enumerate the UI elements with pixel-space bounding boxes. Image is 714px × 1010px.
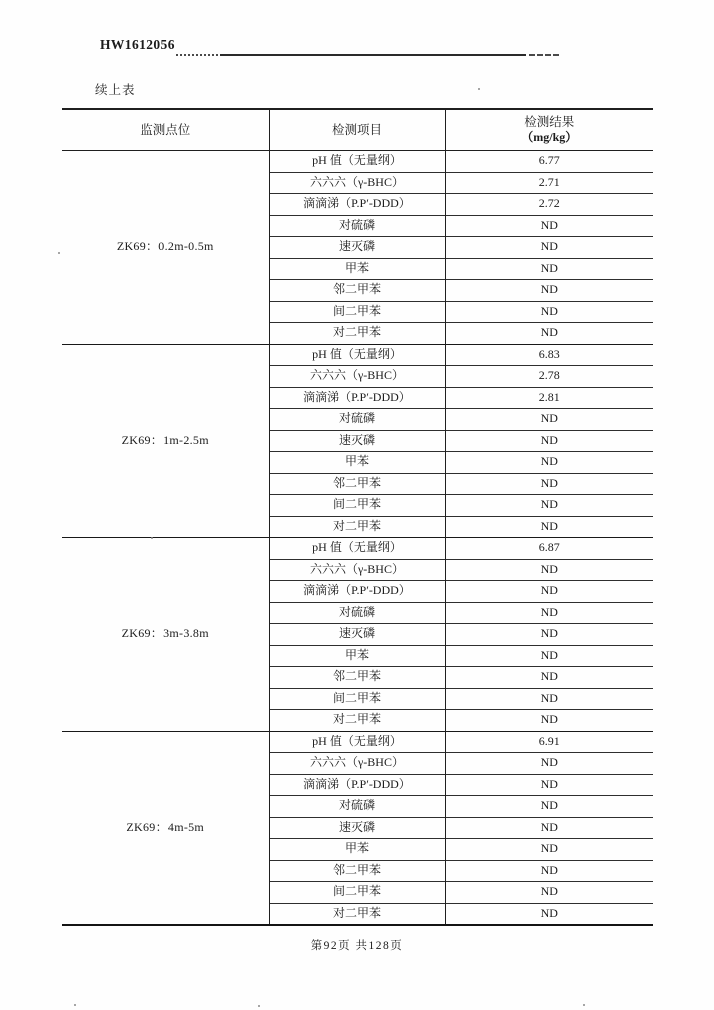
test-item-cell: 邻二甲苯 xyxy=(269,667,445,689)
scan-speck xyxy=(478,88,480,90)
scan-speck xyxy=(151,537,153,539)
test-result-cell: ND xyxy=(445,903,653,925)
test-result-cell: ND xyxy=(445,839,653,861)
test-item-cell: 对硫磷 xyxy=(269,215,445,237)
test-result-cell: 6.87 xyxy=(445,538,653,560)
test-item-cell: pH 值（无量纲） xyxy=(269,151,445,173)
monitoring-point-cell: ZK69：3m-3.8m xyxy=(62,538,269,732)
test-item-cell: 邻二甲苯 xyxy=(269,280,445,302)
test-result-cell: 6.83 xyxy=(445,344,653,366)
test-item-cell: 对硫磷 xyxy=(269,409,445,431)
test-item-cell: 六六六（γ-BHC） xyxy=(269,172,445,194)
test-result-cell: ND xyxy=(445,645,653,667)
column-header-test-item: 检测项目 xyxy=(269,109,445,151)
test-result-cell: ND xyxy=(445,280,653,302)
column-header-result-label: 检测结果 xyxy=(524,114,575,129)
test-item-cell: 间二甲苯 xyxy=(269,882,445,904)
test-result-cell: ND xyxy=(445,796,653,818)
table-row xyxy=(62,151,653,173)
test-item-cell: 甲苯 xyxy=(269,258,445,280)
test-result-cell: 6.91 xyxy=(445,731,653,753)
table-header-row xyxy=(62,109,653,151)
test-result-cell: ND xyxy=(445,301,653,323)
test-result-cell: ND xyxy=(445,516,653,538)
table-continuation-label: 续上表 xyxy=(95,83,136,97)
page-footer: 第92页 共128页 xyxy=(310,940,404,952)
test-item-cell: 速灭磷 xyxy=(269,237,445,259)
test-result-cell: 2.71 xyxy=(445,172,653,194)
doc-number: HW1612056 xyxy=(100,37,175,52)
table-row xyxy=(62,538,653,560)
test-result-cell: ND xyxy=(445,215,653,237)
test-result-cell: ND xyxy=(445,774,653,796)
test-result-cell: 2.81 xyxy=(445,387,653,409)
test-item-cell: pH 值（无量纲） xyxy=(269,344,445,366)
test-item-cell: 间二甲苯 xyxy=(269,495,445,517)
test-item-cell: 对二甲苯 xyxy=(269,903,445,925)
test-result-cell: ND xyxy=(445,237,653,259)
table-row xyxy=(62,731,653,753)
test-item-cell: pH 值（无量纲） xyxy=(269,538,445,560)
test-item-cell: 甲苯 xyxy=(269,452,445,474)
test-item-cell: 邻二甲苯 xyxy=(269,473,445,495)
test-result-cell: ND xyxy=(445,473,653,495)
test-item-cell: 滴滴涕（P.P′-DDD） xyxy=(269,387,445,409)
test-item-cell: 滴滴涕（P.P′-DDD） xyxy=(269,581,445,603)
test-result-cell: ND xyxy=(445,753,653,775)
test-item-cell: 对硫磷 xyxy=(269,602,445,624)
test-item-cell: 速灭磷 xyxy=(269,430,445,452)
test-result-cell: 6.77 xyxy=(538,153,560,168)
test-item-cell: 对二甲苯 xyxy=(269,710,445,732)
test-item-cell: 间二甲苯 xyxy=(269,301,445,323)
test-item-cell: 滴滴涕（P.P′-DDD） xyxy=(269,194,445,216)
scan-speck xyxy=(258,1005,260,1007)
header-rule-dashed xyxy=(529,54,559,56)
test-result-cell: ND xyxy=(445,495,653,517)
test-result-cell: ND xyxy=(445,581,653,603)
test-item-cell: pH 值（无量纲） xyxy=(269,731,445,753)
column-header-monitoring-point: 监测点位 xyxy=(62,109,269,151)
test-result-cell: ND xyxy=(445,323,653,345)
test-result-cell: ND xyxy=(445,688,653,710)
monitoring-point-cell: ZK69：1m-2.5m xyxy=(62,344,269,538)
scan-speck xyxy=(58,252,60,254)
monitoring-results-table xyxy=(62,108,653,926)
test-item-cell: 速灭磷 xyxy=(269,817,445,839)
test-item-cell: 甲苯 xyxy=(269,839,445,861)
test-result-cell: ND xyxy=(445,258,653,280)
test-item-cell: 甲苯 xyxy=(269,645,445,667)
test-item-cell: 对二甲苯 xyxy=(269,516,445,538)
test-result-cell: ND xyxy=(445,559,653,581)
test-item-cell: 六六六（γ-BHC） xyxy=(269,559,445,581)
test-result-cell: ND xyxy=(445,882,653,904)
test-item-cell: 对二甲苯 xyxy=(269,323,445,345)
header-rule-solid xyxy=(220,54,526,56)
scan-speck xyxy=(583,1004,585,1006)
monitoring-point-cell: ZK69：0.2m-0.5m xyxy=(116,239,214,254)
test-result-cell: ND xyxy=(445,624,653,646)
test-result-cell: ND xyxy=(445,710,653,732)
test-result-cell: 2.72 xyxy=(445,194,653,216)
test-item-cell: 六六六（γ-BHC） xyxy=(269,753,445,775)
test-item-cell: 滴滴涕（P.P′-DDD） xyxy=(269,774,445,796)
test-item-cell: 间二甲苯 xyxy=(269,688,445,710)
column-header-result-unit: （mg/kg） xyxy=(521,130,578,145)
test-item-cell: 六六六（γ-BHC） xyxy=(269,366,445,388)
test-result-cell: ND xyxy=(445,452,653,474)
monitoring-point-cell: ZK69：4m-5m xyxy=(62,731,269,925)
test-result-cell: ND xyxy=(445,860,653,882)
test-item-cell: 速灭磷 xyxy=(269,624,445,646)
table-row xyxy=(62,344,653,366)
test-result-cell: ND xyxy=(445,430,653,452)
scan-speck xyxy=(74,1004,76,1006)
test-item-cell: 对硫磷 xyxy=(269,796,445,818)
test-result-cell: ND xyxy=(445,602,653,624)
test-result-cell: 2.78 xyxy=(445,366,653,388)
test-result-cell: ND xyxy=(445,409,653,431)
test-item-cell: 邻二甲苯 xyxy=(269,860,445,882)
header-rule-dotted xyxy=(176,54,218,56)
test-result-cell: ND xyxy=(445,817,653,839)
test-result-cell: ND xyxy=(445,667,653,689)
column-header-test-result xyxy=(445,109,653,151)
